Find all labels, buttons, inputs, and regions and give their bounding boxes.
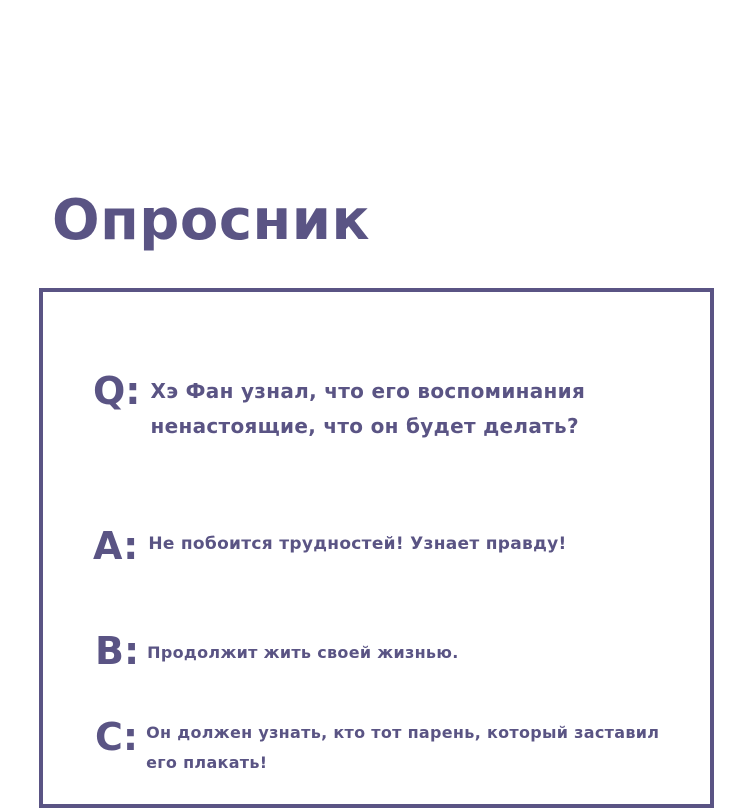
option-text: Он должен узнать, кто тот парень, который заставил его плакать!	[146, 723, 660, 772]
question-block	[93, 369, 671, 444]
quiz-box	[39, 288, 714, 808]
question-text: Хэ Фан узнал, что его воспоминания ненастоящие, что он будет делать?	[150, 379, 586, 438]
answer-option-b[interactable]	[95, 629, 459, 673]
answer-option-a[interactable]	[93, 524, 567, 568]
answer-option-c[interactable]	[95, 715, 666, 778]
page-title: Опросник	[52, 188, 370, 253]
option-marker: A:	[93, 524, 139, 568]
question-marker: Q:	[93, 369, 141, 413]
option-text: Продолжит жить своей жизнью.	[147, 643, 459, 662]
option-marker: B:	[95, 629, 140, 673]
option-marker: C:	[95, 715, 139, 759]
option-text: Не побоится трудностей! Узнает правду!	[148, 534, 567, 554]
